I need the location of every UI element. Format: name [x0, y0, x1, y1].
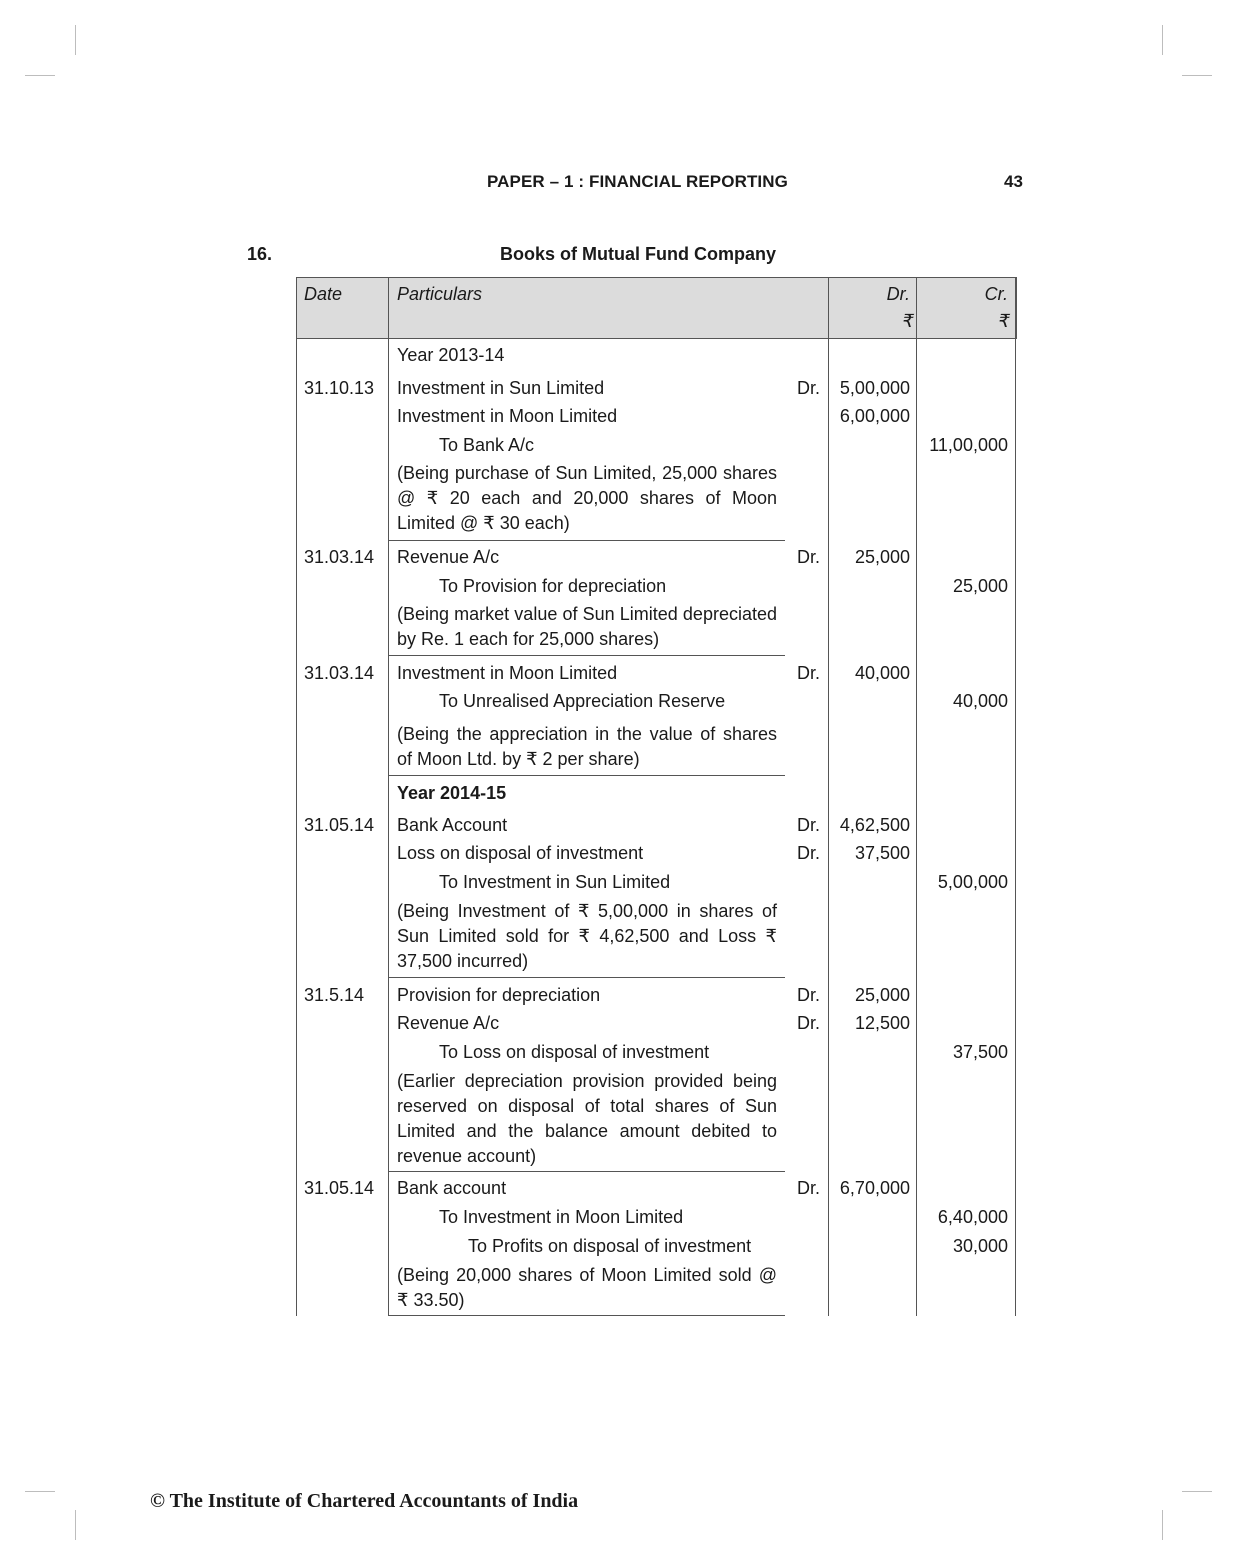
- entry-line-text: To Provision for depreciation: [439, 576, 667, 596]
- dr-amount: 12,500: [854, 1013, 910, 1033]
- rule-left: [296, 277, 297, 1316]
- entry-line-text: Loss on disposal of investment: [397, 843, 644, 863]
- entry-line-text: Investment in Sun Limited: [397, 378, 605, 398]
- entry-narration: (Being purchase of Sun Limited, 25,000 shares @ ₹ 20 each and 20,000 shares of Moon Limited @ ₹ 30 each): [397, 463, 777, 533]
- entry-date: 31.03.14: [304, 663, 375, 683]
- entry-date: 31.05.14: [304, 1178, 375, 1198]
- entry-line-text: Revenue A/c: [397, 1013, 500, 1033]
- dr-amount: 37,500: [854, 843, 910, 863]
- dr-mark: Dr.: [797, 1178, 821, 1198]
- year-heading: Year 2014-15: [397, 783, 507, 803]
- entry-line-text: To Investment in Sun Limited: [439, 872, 671, 892]
- entry-separator: [388, 540, 785, 541]
- crop-mark: [1182, 1491, 1212, 1492]
- entry-narration: (Being market value of Sun Limited depreciated by Re. 1 each for 25,000 shares): [397, 604, 777, 649]
- header-cr-currency: ₹: [998, 311, 1010, 331]
- journal-table: [296, 277, 1017, 1316]
- dr-mark: Dr.: [797, 663, 821, 683]
- dr-mark: Dr.: [797, 815, 821, 835]
- crop-mark: [75, 1510, 76, 1540]
- entry-separator: [388, 977, 785, 978]
- header-cr: Cr.: [984, 284, 1008, 304]
- rule-right: [1015, 277, 1016, 1316]
- entry-date: 31.5.14: [304, 985, 365, 1005]
- dr-amount: 25,000: [854, 547, 910, 567]
- entry-date: 31.03.14: [304, 547, 375, 567]
- header-date: Date: [304, 284, 343, 304]
- entry-date: 31.10.13: [304, 378, 375, 398]
- entry-narration: (Being 20,000 shares of Moon Limited sold @ ₹ 33.50): [397, 1265, 777, 1310]
- cr-amount: 5,00,000: [937, 872, 1008, 892]
- cr-amount: 6,40,000: [937, 1207, 1008, 1227]
- entry-narration: (Earlier depreciation provision provided being reserved on disposal of total shares of Sun Limited and the balance amount debited to revenue account): [397, 1071, 777, 1166]
- cr-amount: 40,000: [952, 691, 1008, 711]
- entry-line-text: Revenue A/c: [397, 547, 500, 567]
- entry-line-text: Provision for depreciation: [397, 985, 601, 1005]
- crop-mark: [1162, 1510, 1163, 1540]
- crop-mark: [25, 1491, 55, 1492]
- entry-line-text: To Profits on disposal of investment: [468, 1236, 752, 1256]
- entry-line-text: To Loss on disposal of investment: [439, 1042, 710, 1062]
- cr-amount: 30,000: [952, 1236, 1008, 1256]
- rule-dr: [828, 277, 829, 1316]
- entry-separator: [388, 655, 785, 656]
- footer-copyright: © The Institute of Chartered Accountants of India: [150, 1490, 579, 1512]
- dr-amount: 40,000: [854, 663, 910, 683]
- running-header-title: PAPER – 1 : FINANCIAL REPORTING: [487, 172, 788, 191]
- book-title: Books of Mutual Fund Company: [500, 244, 776, 264]
- entry-line-text: Bank Account: [397, 815, 508, 835]
- entry-date: 31.05.14: [304, 815, 375, 835]
- crop-mark: [1162, 25, 1163, 55]
- rule-cr: [916, 277, 917, 1316]
- dr-mark: Dr.: [797, 1013, 821, 1033]
- crop-mark: [25, 75, 55, 76]
- entry-line-text: Bank account: [397, 1178, 507, 1198]
- header-dr: Dr.: [886, 284, 910, 304]
- header-particulars: Particulars: [397, 284, 483, 304]
- entry-line-text: Investment in Moon Limited: [397, 406, 618, 426]
- entry-line-text: Investment in Moon Limited: [397, 663, 618, 683]
- entry-separator: [388, 1315, 785, 1316]
- entry-line-text: To Bank A/c: [439, 435, 535, 455]
- dr-amount: 25,000: [854, 985, 910, 1005]
- entry-line-text: To Unrealised Appreciation Reserve: [439, 691, 726, 711]
- dr-amount: 6,70,000: [839, 1178, 910, 1198]
- entry-separator: [388, 1171, 785, 1172]
- dr-amount: 5,00,000: [839, 378, 910, 398]
- entry-narration: (Being Investment of ₹ 5,00,000 in shares of Sun Limited sold for ₹ 4,62,500 and Loss ₹ 37,500 incurred): [397, 901, 777, 971]
- header-dr-currency: ₹: [902, 311, 914, 331]
- question-number: 16.: [247, 244, 273, 264]
- year-heading: Year 2013-14: [397, 345, 505, 365]
- dr-mark: Dr.: [797, 378, 821, 398]
- page-number: 43: [1004, 172, 1023, 191]
- cr-amount: 37,500: [952, 1042, 1008, 1062]
- rule-date: [388, 277, 389, 1316]
- entry-line-text: To Investment in Moon Limited: [439, 1207, 684, 1227]
- cr-amount: 11,00,000: [929, 435, 1008, 455]
- dr-mark: Dr.: [797, 985, 821, 1005]
- crop-mark: [1182, 75, 1212, 76]
- crop-mark: [75, 25, 76, 55]
- dr-mark: Dr.: [797, 547, 821, 567]
- entry-narration: (Being the appreciation in the value of shares of Moon Ltd. by ₹ 2 per share): [397, 724, 777, 769]
- cr-amount: 25,000: [952, 576, 1008, 596]
- dr-amount: 6,00,000: [839, 406, 910, 426]
- dr-amount: 4,62,500: [839, 815, 910, 835]
- dr-mark: Dr.: [797, 843, 821, 863]
- entry-separator: [388, 775, 785, 776]
